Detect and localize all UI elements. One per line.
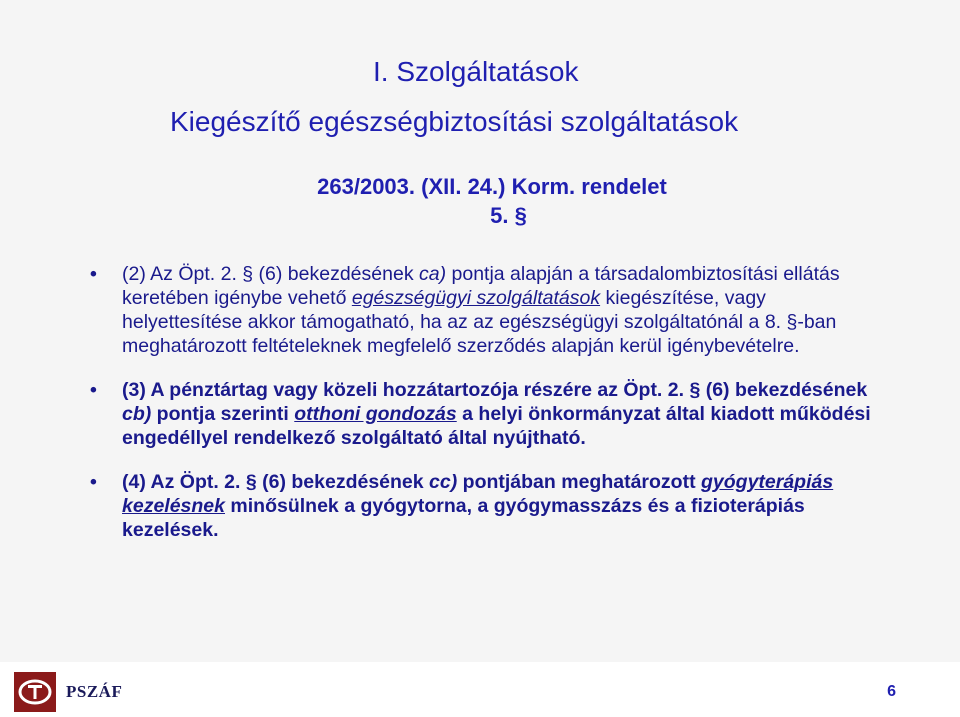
- page-number: 6: [887, 683, 896, 700]
- item-point-ref: cc): [429, 471, 458, 493]
- item-term: gyógyterápiás kezelésnek: [122, 471, 834, 517]
- bullet-icon: •: [90, 471, 97, 493]
- item-text: pontjában meghatározott: [457, 471, 701, 493]
- law-reference: [0, 172, 960, 230]
- section-number: 5. §: [490, 203, 527, 228]
- item-text: kiegészítése, vagy helyettesítése akkor támogatható, ha az az egészségügyi szolgáltatónál a 8. §-ban meghatározott feltételeknek megfelelő szerződés alapján kerül igénybevételre.: [122, 287, 837, 357]
- item-term: otthoni gondozás: [294, 403, 457, 425]
- bullet-icon: •: [90, 379, 97, 401]
- item-text: a helyi önkormányzat által kiadott működési engedéllyel rendelkező szolgáltató által nyújtható.: [122, 403, 871, 449]
- pszaf-logo-icon: [14, 672, 56, 712]
- org-name: PSZÁF: [66, 682, 123, 701]
- slide-subtitle: Kiegészítő egészségbiztosítási szolgáltatások: [170, 106, 739, 137]
- item-text: (3) A pénztártag vagy közeli hozzátartozója részére az Öpt. 2. § (6) bekezdésének: [122, 379, 868, 401]
- list-item: [90, 378, 880, 450]
- item-text: (4) Az Öpt. 2. § (6) bekezdésének: [122, 471, 430, 493]
- decree-title: 263/2003. (XII. 24.) Korm. rendelet: [317, 174, 667, 199]
- item-point-ref: cb): [122, 403, 152, 425]
- bullet-icon: •: [90, 263, 97, 285]
- slide-title: I. Szolgáltatások: [373, 56, 579, 87]
- content-list: [90, 262, 880, 542]
- list-item: [90, 470, 880, 542]
- item-text: pontja alapján a társadalombiztosítási ellátás keretében igénybe vehető: [122, 263, 840, 309]
- item-text: (2) Az Öpt. 2. § (6) bekezdésének: [122, 263, 419, 285]
- item-text: pontja szerinti: [151, 403, 295, 425]
- item-text: minősülnek a gyógytorna, a gyógymasszázs és a fizioterápiás kezelések.: [122, 495, 805, 541]
- item-point-ref: ca): [419, 263, 447, 285]
- item-term: egészségügyi szolgáltatások: [351, 287, 601, 309]
- footer: [0, 662, 960, 717]
- list-item: [90, 262, 880, 358]
